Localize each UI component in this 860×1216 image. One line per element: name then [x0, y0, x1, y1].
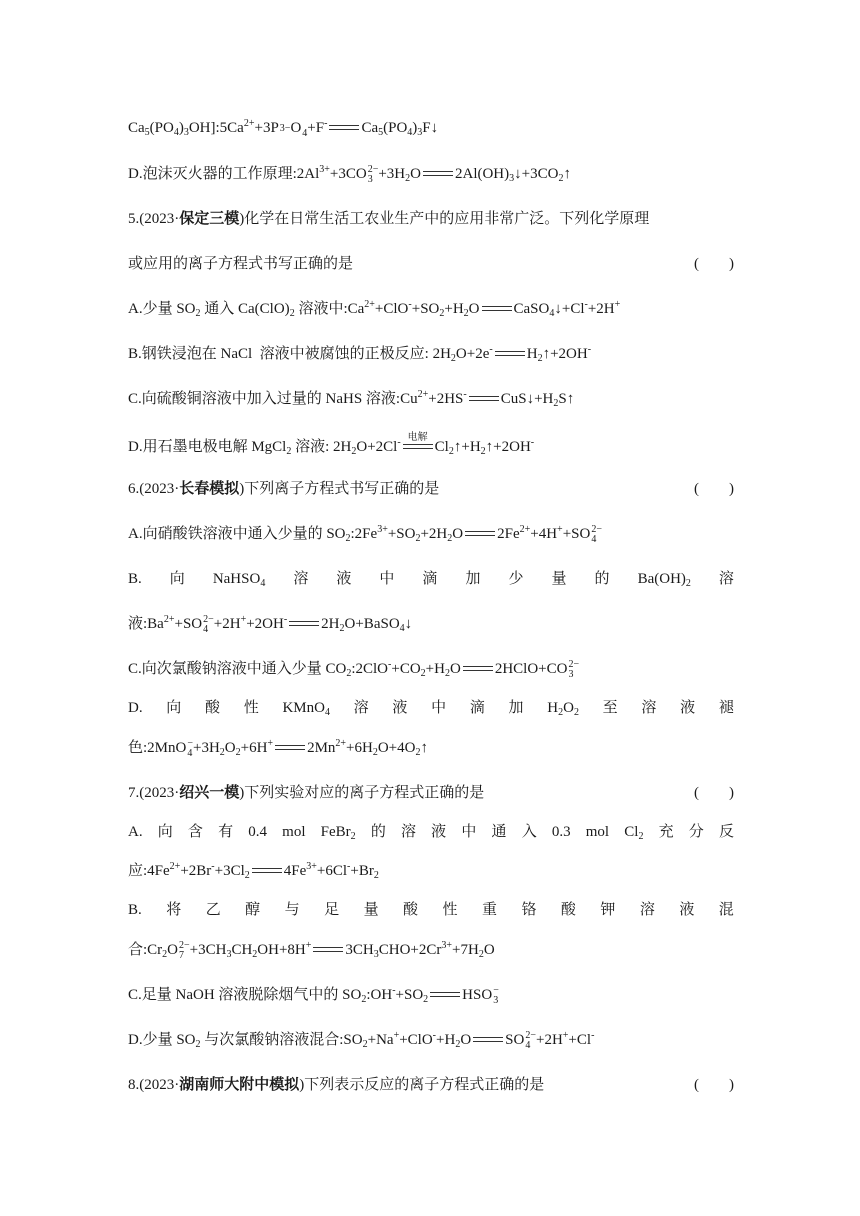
q7-option-a: A. 向 含 有 0.4 mol FeBr$_2$ 的 溶 液 中 通 入 0.3 mol $Cl_2$ 充 分 反	[128, 824, 734, 842]
question-5-stem-2: 或应用的离子方程式书写正确的是 ( )	[128, 256, 734, 272]
q6-option-b: B. 向 NaHSO$_4$ 溶 液 中 滴 加 少 量 的 $Ba(OH)_2$ 溶	[128, 571, 734, 589]
equals-sign-icon	[469, 395, 499, 405]
equals-sign-icon	[329, 124, 359, 134]
question-source: 湖南师大附中模拟	[179, 1077, 300, 1093]
electrolysis-equals-icon: 电解	[403, 443, 433, 453]
q7-option-c: C.足量 NaOH 溶液脱除烟气中的 $SO_2:OH^-+SO_2$ HSO − 3	[128, 984, 499, 1006]
equals-sign-icon	[252, 867, 282, 877]
equals-sign-icon	[482, 305, 512, 315]
equals-sign-icon	[473, 1036, 503, 1046]
answer-bracket: ( )	[694, 481, 734, 497]
equals-sign-icon	[275, 744, 305, 754]
equals-sign-icon	[313, 946, 343, 956]
equals-sign-icon	[430, 991, 460, 1001]
answer-bracket: ( )	[694, 785, 734, 801]
option-d-line: D.泡沫灭火器的工作原理$:2Al^{3+}+3CO$ 2− 3 $+3H_2O$ $2Al(OH)_3↓+3CO_2↑$	[128, 163, 571, 185]
q7-option-b: B. 将 乙 醇 与 足 量 酸 性 重 铬 酸 钾 溶 液 混	[128, 902, 734, 918]
answer-bracket: ( )	[694, 1077, 734, 1093]
q7-option-d: D.少量 $SO_2$ 与次氯酸钠溶液混合$:SO_2+Na^++ClO^-+H_2O$ SO 2− 4 +2H++Cl-	[128, 1029, 595, 1051]
q5-option-a: A.少量 $SO_2$ 通入 $Ca(ClO)_2$ 溶液中$:Ca^{2+}+ClO^-+SO_2+H_2O$ CaSO$_4$↓+Cl-+2H+	[128, 299, 621, 319]
q6-option-d: D. 向 酸 性 KMnO$_4$ 溶 液 中 滴 加 $H_2O_2$ 至 溶 液 褪	[128, 700, 734, 718]
equals-sign-icon	[465, 530, 495, 540]
q7-option-a-2: 应$:4Fe^{2+}+2Br^-+3Cl_2$ $4Fe^{3+}+6Cl^-+Br_2$	[128, 861, 379, 881]
equals-sign-icon	[423, 170, 453, 180]
equals-sign-icon	[495, 350, 525, 360]
q6-option-d-2: 色:2MnO − 4 $+3H_2O_2+6H^+$ $2Mn^{2+}+6H_2O+4O_2↑$	[128, 737, 428, 759]
q5-option-c: C.向硫酸铜溶液中加入过量的 NaHS 溶液$:Cu^{2+}+2HS^-$ $CuS↓+H_2S↑$	[128, 389, 575, 409]
question-5-stem: 5.(2023·保定三模)化学在日常生活工农业生产中的应用非常广泛。下列化学原理	[128, 211, 650, 227]
question-source: 保定三模	[179, 211, 240, 227]
q7-option-b-2: 合$:Cr_2O$ 2− 7 $+3CH_3CH_2OH+8H^+$ $3CH_3CHO+2Cr^{3+}+7H_2O$	[128, 939, 495, 961]
question-source: 绍兴一模	[179, 785, 240, 801]
q6-option-a: A.向硝酸铁溶液中通入少量的 $SO_2:2Fe^{3+}+SO_2+2H_2O$ $2Fe^{2+}+4H^++SO$ 2− 4	[128, 523, 602, 545]
question-8-stem: 8.(2023·湖南师大附中模拟)下列表示反应的离子方程式正确的是 ( )	[128, 1077, 734, 1093]
q6-option-b-2: 液$:Ba^{2+}+SO$ 2− 4 +2H++2OH- $2H_2O+BaSO_4↓$	[128, 613, 413, 635]
question-source: 长春模拟	[179, 481, 240, 497]
q5-option-d: D.用石墨电极电解 MgCl$_2$ 溶液: $2H_2O+2Cl^-$ 电解 $Cl_2↑+H_2↑+2OH^-$	[128, 431, 535, 457]
equals-sign-icon	[289, 620, 319, 630]
question-7-stem: 7.(2023·绍兴一模)下列实验对应的离子方程式正确的是 ( )	[128, 785, 734, 801]
answer-bracket: ( )	[694, 256, 734, 272]
question-6-stem: 6.(2023·长春模拟)下列离子方程式书写正确的是 ( )	[128, 481, 734, 497]
q6-option-c: C.向次氯酸钠溶液中通入少量 $CO_2:2ClO^-+CO_2+H_2O$ 2HClO+CO 2− 3	[128, 658, 580, 680]
formula-line-1: $Ca_5(PO_4)_3OH]:5Ca^{2+}+3P$ 3− O 4 +F- $Ca_5(PO_4)_3F↓$	[128, 118, 439, 139]
q5-option-b: B.钢铁浸泡在 NaCl 溶液中被腐蚀的正极反应: $2H_2O+2e^-$ $H_2↑+2OH^-$	[128, 344, 592, 364]
equals-sign-icon	[463, 665, 493, 675]
